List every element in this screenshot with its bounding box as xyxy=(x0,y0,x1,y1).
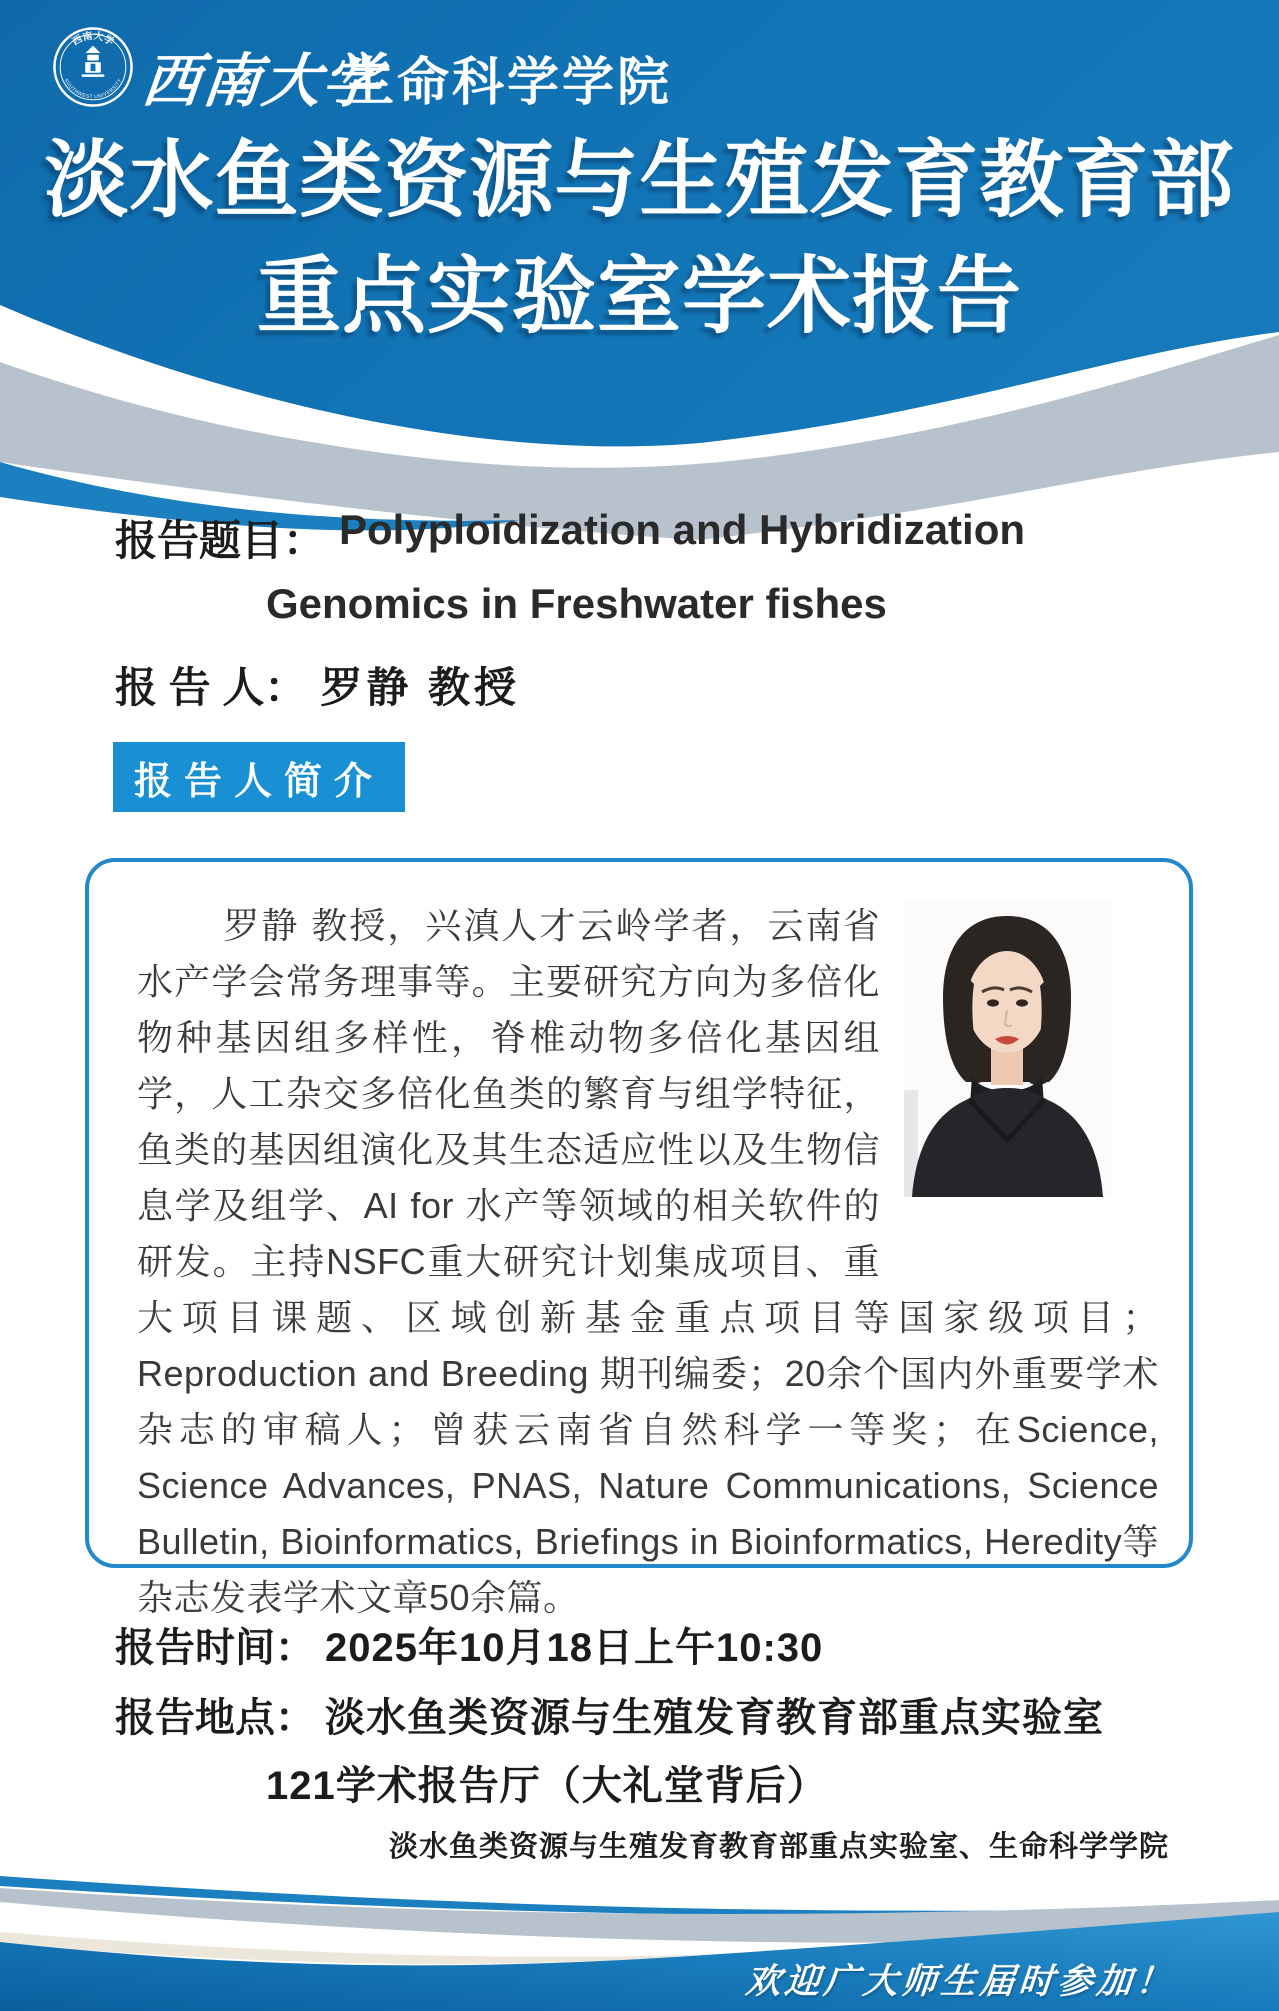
speaker-row xyxy=(115,655,520,715)
bio-box xyxy=(85,858,1193,1618)
venue-line1: 淡水鱼类资源与生殖发育教育部重点实验室 xyxy=(325,1696,1104,1740)
seal-pagoda-icon xyxy=(82,46,105,77)
time-value: 2025年10月18日上午10:30 xyxy=(325,1626,824,1670)
topic-row xyxy=(115,508,1025,568)
poster-title xyxy=(0,124,1279,356)
topic-title-line1: Polyploidization and Hybridization xyxy=(339,506,1026,553)
university-name: 西南大学 xyxy=(139,49,386,114)
venue-row xyxy=(115,1686,1104,1743)
organizer-line: 淡水鱼类资源与生殖发育教育部重点实验室、生命科学学院 xyxy=(388,1831,1169,1863)
speaker-photo xyxy=(904,900,1111,1197)
seal-top-arc-text: 西南大学 xyxy=(70,30,116,49)
seal-bottom-arc-text: SOUTHWEST UNIVERSITY xyxy=(62,78,124,101)
topic-title-line2: Genomics in Freshwater fishes xyxy=(266,580,887,627)
topic-label: 报告题目： xyxy=(115,517,326,564)
bio-badge-label: 报告人简介 xyxy=(133,760,384,803)
venue-line2: 121学术报告厅（大礼堂背后） xyxy=(266,1764,828,1808)
speaker-name: 罗静 教授 xyxy=(320,664,521,711)
welcome-message: 欢迎广大师生届时参加！ xyxy=(744,1962,1177,2001)
speaker-bio-text: 罗静 教授，兴滇人才云岭学者，云南省水产学会常务理事等。主要研究方向为多倍化物种基因组多样性，脊椎动物多倍化基因组学，人工杂交多倍化鱼类的繁育与组学特征，鱼类的基因组演化及其生态适应性以及生物信息学及组学、AI for 水产等领域的相关软件的研发。主持NSFC重大研究计划集成项目、重大项目课题、区域创新基金重点项目等国家级项目；Reproduction and Breeding 期刊编委；20余个国内外重要学术杂志的审稿人；曾获云南省自然科学一等奖；在Science, Science Advances, PNAS, Nature Communications, Science Bulletin, Bioinformatics, Briefings in Bioinformatics, Heredity等杂志发表学术文章50余篇。 xyxy=(137,905,1159,1618)
college-name: 生命科学学院 xyxy=(342,54,673,112)
bio-section-badge xyxy=(113,742,405,812)
time-label: 报告时间： xyxy=(115,1626,315,1670)
university-seal-logo xyxy=(52,26,134,108)
speaker-label: 报 告 人： xyxy=(115,664,307,711)
poster-title-line2: 重点实验室学术报告 xyxy=(256,251,1022,344)
poster-title-line1: 淡水鱼类资源与生殖发育教育部 xyxy=(44,135,1235,228)
time-row xyxy=(115,1616,823,1673)
venue-label: 报告地点： xyxy=(115,1696,315,1740)
